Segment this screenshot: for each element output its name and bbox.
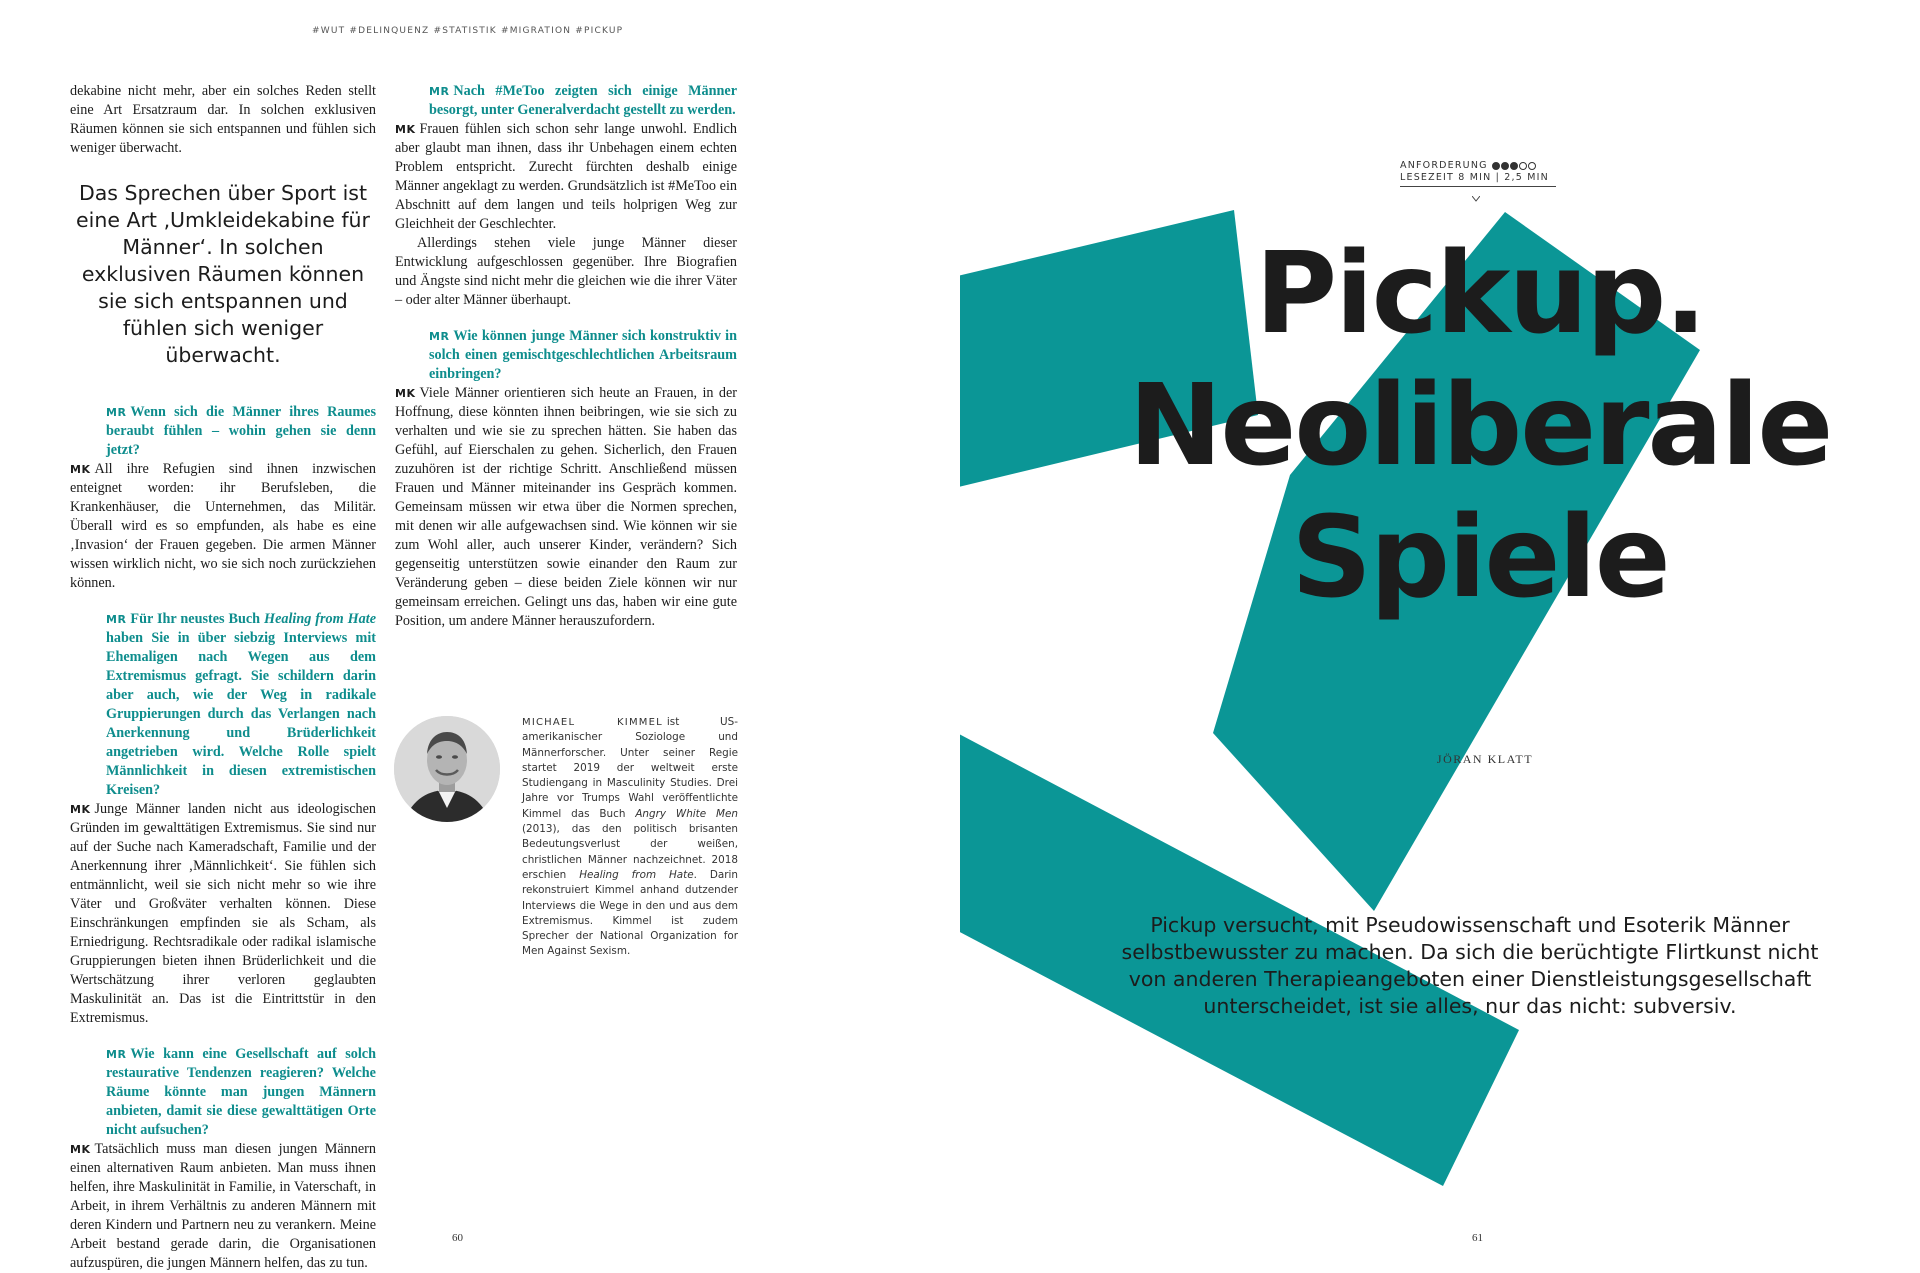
article-title [1060, 228, 1900, 624]
answer-text: Tatsächlich muss man diesen jungen Männern einen alternativen Raum anbieten. Man muss ihnen helfen, ihre Maskulinität in Familie, in Vaterschaft, in Arbeit, in ihrem Verhältnis zu anderen Männern mit deren Kindern und Partnern neu zu verankern. Meine Arbeit bestand gerade darin, die Organisationen aufzuspüren, die jungen Männern helfen, das zu tun. [70, 1141, 376, 1271]
bio-text: ist US-amerikanischer Soziologe und Männerforscher. Unter seiner Regie startet 2019 der weltweit erste Studiengang in Masculinity Studies. Drei Jahre vor Trumps Wahl veröffentlichte Kimmel das Buch [522, 716, 738, 820]
answer-4-continued: Allerdings stehen viele junge Männer dieser Entwicklung aufgeschlossen gegenüber. Ihre Biografien und Ängste sind nicht mehr die gleichen wie die ihrer Väter – oder alter Männer überhaupt. [395, 235, 737, 308]
intro-paragraph: dekabine nicht mehr, aber ein solches Reden stellt eine Art Ersatzraum dar. In solchen exklusiven Räumen können sie sich entspannen und fühlen sich weniger überwacht. [70, 83, 376, 156]
page-number-right: 61 [1472, 1232, 1483, 1244]
difficulty-dot-filled [1510, 162, 1518, 170]
title-line-2: Neoliberale [1128, 361, 1832, 491]
portrait-illustration [394, 716, 500, 822]
interviewer-abbr: MR [106, 406, 127, 419]
author-name: JÖRAN KLATT [1436, 752, 1534, 766]
answer-3 [70, 1140, 376, 1273]
interviewer-abbr: MR [106, 613, 127, 626]
interviewee-abbr: MK [70, 463, 91, 476]
topic-tags: #WUT #DELINQUENZ #STATISTIK #MIGRATION #PICKUP [312, 26, 624, 36]
column-1 [70, 82, 376, 1273]
interviewee-abbr: MK [395, 123, 416, 136]
question-3 [70, 1045, 376, 1140]
author-bio [522, 715, 738, 960]
right-page [960, 0, 1920, 1260]
difficulty-dot-filled [1501, 162, 1509, 170]
book-title: Healing from Hate [579, 868, 694, 881]
interviewer-abbr: MR [106, 1048, 127, 1061]
interviewee-abbr: MK [395, 387, 416, 400]
answer-2 [70, 800, 376, 1028]
answer-text: Viele Männer orientieren sich heute an Frauen, in der Hoffnung, diese könnten ihnen beibringen, wie sie sich zu verhalten und wie sie zu sprechen hätten. Sie haben das Gefühl, auf Eierschalen zu gehen. Sicherlich, den Frauen zuzuhören ist der richtige Schritt. Anschließend müssen Frauen und Männer miteinander ins Gespräch kommen. Gemeinsam müssen wir etwa über die Normen sprechen, mit denen wir alle aufgewachsen sind. Wie können wir sie zum Wohl aller, auch unserer Kinder, verändern? Sich gegenseitig unterstützen sowie einander den Raum zur Veränderung geben – diese beiden Ziele können wir nur gemeinsam erreichen. Gelingt uns das, haben wir eine gute Position, um andere Männer herauszufordern. [395, 385, 737, 629]
question-text: Wie kann eine Gesellschaft auf solch restaurative Tendenzen reagieren? Welche Räume könnte man jungen Männern anbieten, damit sie diese gewalttätigen Orte nicht aufsuchen? [106, 1046, 376, 1138]
bio-text: . Darin rekonstruiert Kimmel anhand dutzender Interviews die Wege in den und aus dem Extremismus. Kimmel ist zudem Sprecher der National Organization for Men Against Sexism. [522, 868, 739, 958]
answer-1 [70, 460, 376, 593]
bio-text: (2013), das den politisch brisanten Bedeutungsverlust der weißen, christlichen Männer nachzeichnet. 2018 erschien [522, 823, 738, 881]
question-text: Für Ihr neustes Buch [130, 611, 265, 627]
book-title: Angry White Men [635, 807, 738, 820]
title-line-1: Pickup. [1255, 229, 1705, 359]
interviewee-abbr: MK [70, 803, 91, 816]
question-4 [395, 82, 737, 120]
badge-pointer [1472, 196, 1480, 204]
title-line-3: Spiele [1291, 493, 1669, 623]
requirement-label: ANFORDERUNG [1400, 160, 1488, 171]
difficulty-dots [1492, 162, 1536, 170]
question-5 [395, 327, 737, 384]
answer-text: Junge Männer landen nicht aus ideologischen Gründen im gewalttätigen Extremismus. Sie sind nur auf der Suche nach Kameradschaft, Familie und der Anerkennung ihrer ‚Männlichkeit‘. Sie fühlen sich entmännlicht, weil sie sich nicht mehr so wie ihre Väter und Großväter verhalten können. Diese Einschränkungen empfinden sie als Scham, als Erniedrigung. Rechtsradikale oder radikal islamische Gruppierungen bieten ihnen Brüderlichkeit und die Wertschätzung ihrer verloren geglaubten Maskulinität an. Das ist die Eintrittstür in den Extremismus. [70, 801, 376, 1026]
difficulty-dot-filled [1492, 162, 1500, 170]
book-title: Healing from Hate [264, 611, 377, 627]
requirement-row [1400, 160, 1556, 171]
reading-time: LESEZEIT 8 MIN | 2,5 MIN [1400, 172, 1556, 187]
question-1 [70, 403, 376, 460]
question-2 [70, 610, 376, 800]
question-text: Wenn sich die Männer ihres Raumes beraubt fühlen – wohin gehen sie denn jetzt? [106, 404, 376, 458]
teaser-text: Pickup versucht, mit Pseudowissenschaft und Esoterik Männer selbstbewusster zu machen. Da sich die berüchtigte Flirtkunst nicht von anderen Therapieangeboten einer Dienstleistungsgesellschaft unterscheidet, ist sie alles, nur das nicht: subversiv. [1121, 913, 1819, 1018]
bio-name: MICHAEL KIMMEL [522, 717, 663, 728]
difficulty-dot-empty [1519, 162, 1527, 170]
interviewer-abbr: MR [429, 85, 450, 98]
author-portrait [394, 716, 500, 822]
teal-shapes [960, 0, 1920, 1260]
column-2 [395, 82, 737, 631]
answer-text: Frauen fühlen sich schon sehr lange unwohl. Endlich aber glaubt man ihnen, dass ihr Unbehagen einem echten Problem entspricht. Zurecht fürchten deshalb einige Männer angeklagt zu werden. Grundsätzlich ist #MeToo ein Abschnitt auf dem langen und teils holprigen Weg zur Gleichheit der Geschlechter. [395, 121, 737, 232]
question-text: Wie können junge Männer sich konstruktiv in solch einen gemischtgeschlechtlichen Arbeitsraum einbringen? [429, 328, 737, 382]
pull-quote: Das Sprechen über Sport ist eine Art ‚Umkleidekabine für Männer‘. In solchen exklusiven Räumen können sie sich entspannen und fühlen sich weniger überwacht. [76, 181, 370, 367]
answer-text: All ihre Refugien sind ihnen inzwischen enteignet worden: ihr Berufsleben, die Krankenhäuser, die Unternehmen, das Militär. Überall wird es so empfunden, als habe es eine ‚Invasion‘ der Frauen gegeben. Die armen Männer wissen wirklich nicht, wo sie sich noch zurückziehen können. [70, 461, 376, 591]
answer-5 [395, 384, 737, 631]
page-number-left: 60 [452, 1232, 463, 1244]
question-text: Nach #MeToo zeigten sich einige Männer besorgt, unter Generalverdacht gestellt zu werden. [429, 83, 737, 118]
reading-badge [1400, 160, 1556, 187]
answer-4 [395, 120, 737, 234]
interviewer-abbr: MR [429, 330, 450, 343]
left-page [0, 0, 960, 1271]
interviewee-abbr: MK [70, 1143, 91, 1156]
question-text: haben Sie in über siebzig Interviews mit Ehemaligen nach Wegen aus dem Extremismus gefragt. Sie schildern darin aber auch, wie der Weg in radikale Gruppierungen durch das Verlangen nach Anerkennung und Brüderlichkeit angetrieben wird. Welche Rolle spielt Männlichkeit in diesen extremistischen Kreisen? [106, 630, 376, 798]
difficulty-dot-empty [1528, 162, 1536, 170]
